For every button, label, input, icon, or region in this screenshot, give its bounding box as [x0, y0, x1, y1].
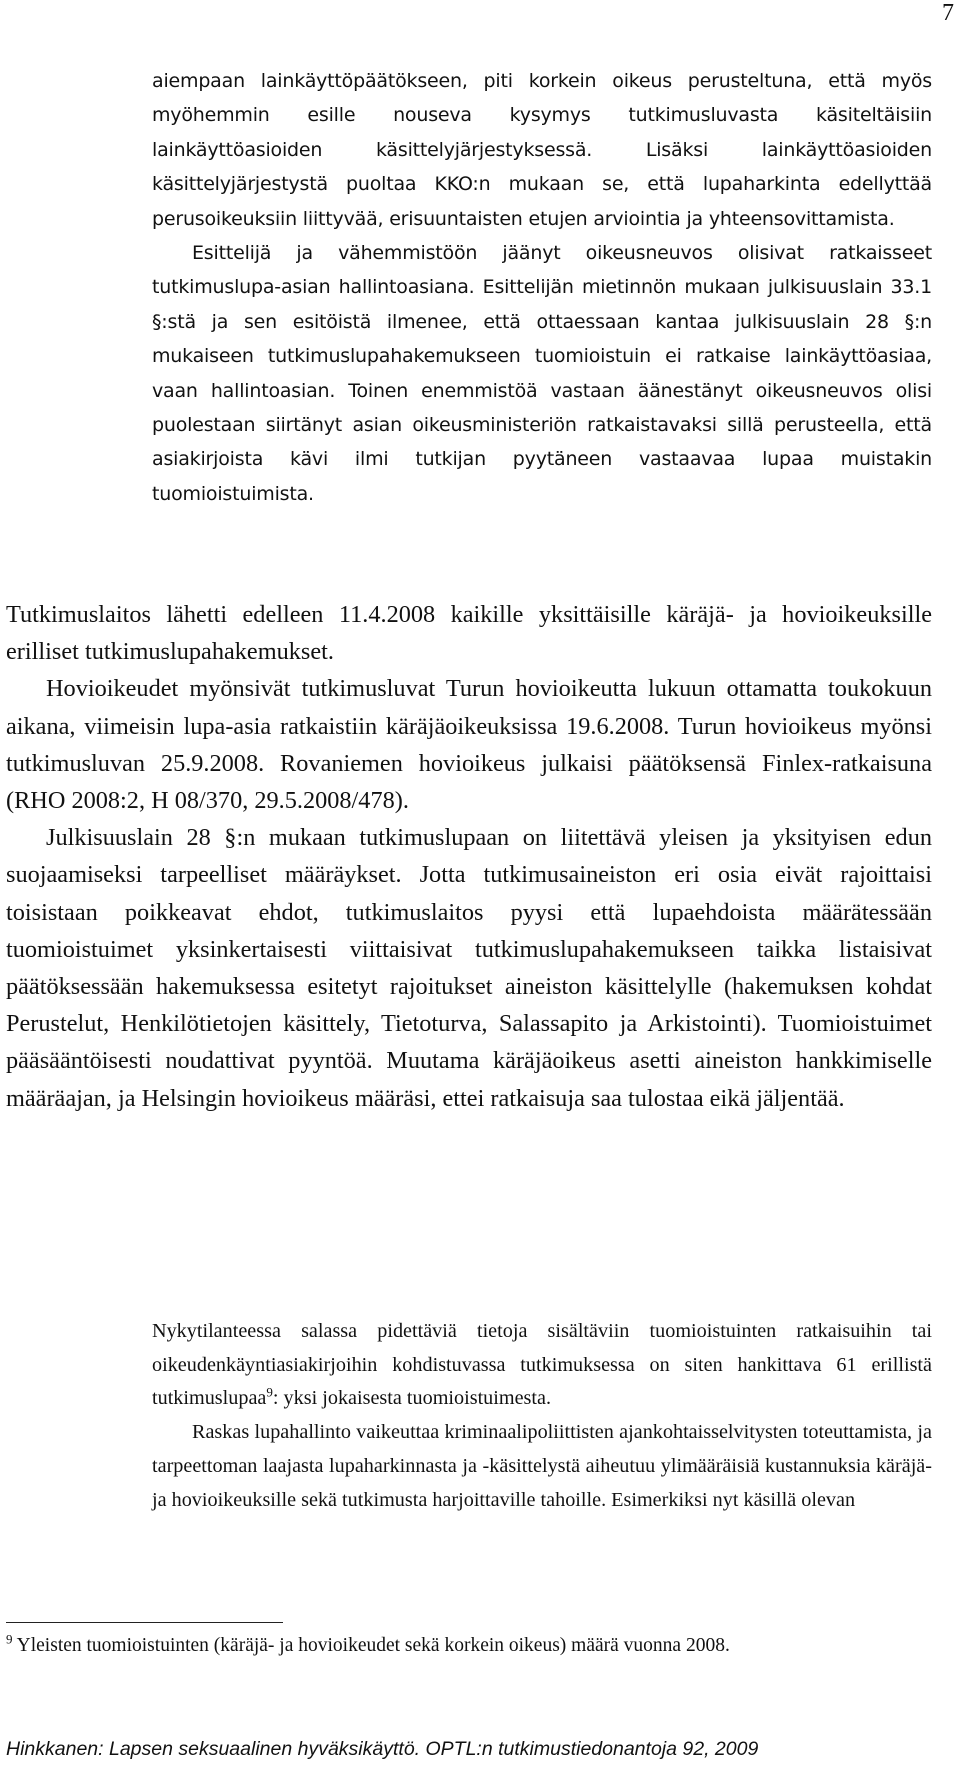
page-number: 7 [942, 0, 954, 26]
footnote-separator [6, 1622, 283, 1623]
quote-paragraph-1-text: Nykytilanteessa salassa pidettäviä tietoja sisältäviin tuomioistuinten ratkaisuihin tai oikeudenkäyntiasiakirjoihin kohdistuvassa tutkimuksessa on siten hankittava 61 erillistä tutkimuslupaa [152, 1320, 932, 1410]
quote-paragraph-1-tail: : yksi jokaisesta tuomioistuimesta. [272, 1387, 552, 1410]
main-paragraph-1: Tutkimuslaitos lähetti edelleen 11.4.2008 kaikille yksittäisille käräjä- ja hovioikeuksille erilliset tutkimuslupahakemukset. [6, 601, 932, 666]
indented-text-block [152, 64, 932, 511]
footnote-marker: 9 [6, 1631, 13, 1647]
quote-paragraph-1 [152, 1315, 932, 1416]
main-paragraph-2: Hovioikeudet myönsivät tutkimusluvat Turun hovioikeutta lukuun ottamatta toukokuun aikana, viimeisin lupa-asia ratkaistiin käräjäoikeuksissa 19.6.2008. Turun hovioikeus myönsi tutkimusluvan 25.9.2008. Rovaniemen hovioikeus julkaisi päätöksensä Finlex-ratkaisuna (RHO 2008:2, H 08/370, 29.5.2008/478). [6, 675, 932, 815]
main-paragraph-3: Julkisuuslain 28 §:n mukaan tutkimuslupaan on liitettävä yleisen ja yksityisen edun suojaamiseksi tarpeelliset määräykset. Jotta tutkimusaineiston eri osia eivät rajoittaisi toisistaan poikkeavat ehdot, tutkimuslaitos pyysi että lupaehdoista määrätessään tuomioistuimet yksinkertaisesti viittaisivat tutkimuslupahakemukseen taikka listaisivat päätöksessään hakemuksessa esitetyt rajoitukset aineiston käsittelylle (hakemuksen kohdat Perustelut, Henkilötietojen käsittely, Tietoturva, Salassapito ja Arkistointi). Tuomioistuimet pääsääntöisesti noudattivat pyyntöä. Muutama käräjäoikeus asetti aineiston hankkimiselle määräajan, ja Helsingin hovioikeus määräsi, ettei ratkaisuja saa tulostaa eikä jäljentää. [6, 824, 932, 1112]
footnote-reference: 9 [266, 1384, 273, 1400]
quote-text-block [152, 1315, 932, 1517]
footnote [6, 1630, 932, 1662]
indented-paragraph-1: aiempaan lainkäyttöpäätökseen, piti korkein oikeus perusteltuna, että myös myöhemmin esille nouseva kysymys tutkimusluvasta käsiteltäisiin lainkäyttöasioiden käsittelyjärjestyksessä. Lisäksi lainkäyttöasioiden käsittelyjärjestystä puoltaa KKO:n mukaan se, että lupaharkinta edellyttää perusoikeuksiin liittyvää, erisuuntaisten etujen arviointia ja yhteensovittamista. [152, 70, 932, 230]
footnote-text: Yleisten tuomioistuinten (käräjä- ja hovioikeudet sekä korkein oikeus) määrä vuonna 2008. [12, 1635, 730, 1656]
quote-paragraph-2: Raskas lupahallinto vaikeuttaa kriminaalipoliittisten ajankohtaisselvitysten toteuttamista, ja tarpeettoman laajasta lupaharkinnasta ja -käsittelystä aiheutuu ylimääräisiä kustannuksia käräjä- ja hovioikeuksille sekä tutkimusta harjoittaville tahoille. Esimerkiksi nyt käsillä olevan [152, 1421, 932, 1511]
page-footer: Hinkkanen: Lapsen seksuaalinen hyväksikäyttö. OPTL:n tutkimustiedonantoja 92, 2009 [6, 1738, 759, 1760]
main-text-block [6, 596, 932, 1117]
indented-paragraph-2: Esittelijä ja vähemmistöön jäänyt oikeusneuvos olisivat ratkaisseet tutkimuslupa-asian hallintoasiana. Esittelijän mietinnön mukaan julkisuuslain 33.1 §:stä ja sen esitöistä ilmenee, että ottaessaan kantaa julkisuuslain 28 §:n mukaiseen tutkimuslupahakemukseen tuomioistuin ei ratkaise lainkäyttöasiaa, vaan hallintoasian. Toinen enemmistöä vastaan äänestänyt oikeusneuvos olisi puolestaan siirtänyt asian oikeusministeriön ratkaistavaksi sillä perusteella, että asiakirjoista kävi ilmi tutkijan pyytäneen vastaavaa lupaa muistakin tuomioistuimista. [152, 242, 932, 505]
